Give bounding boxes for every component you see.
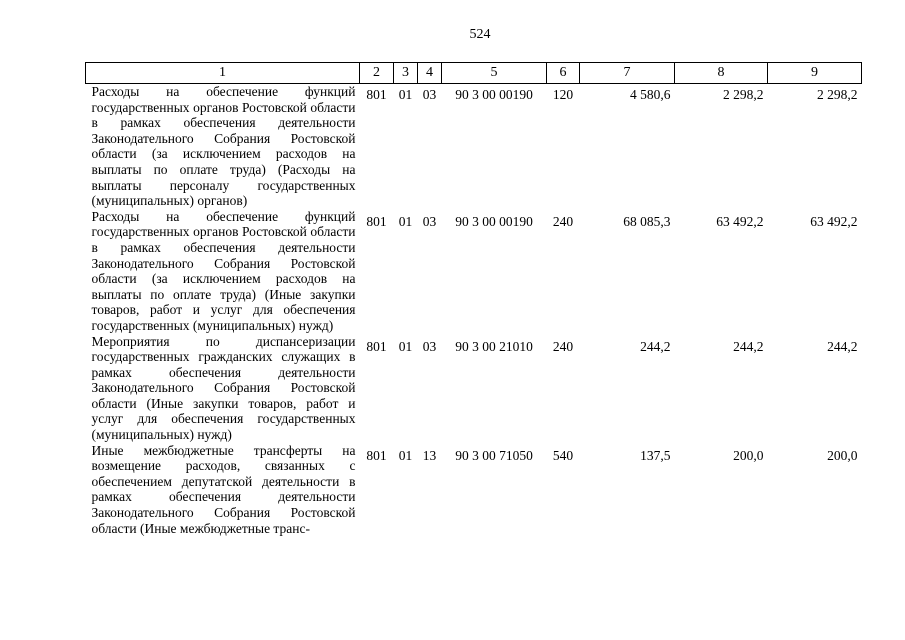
row-expense-type: 540 [552, 447, 574, 463]
table-row [86, 84, 862, 209]
table-header-row [86, 63, 862, 84]
table-row [86, 334, 862, 443]
header-col-5: 5 [442, 63, 547, 84]
row-amount-8: 244,2 [733, 338, 764, 354]
row-description: Мероприятия по диспансеризации государственных гражданских служащих в рамках обеспечения деятельности Законодательного Собрания Ростовской области (Иные закупки товаров, работ и услуг для обеспечения государственных (муниципальных) нужд) [91, 333, 356, 443]
row-expense-type: 120 [552, 87, 574, 102]
row-description: Расходы на обеспечение функций государственных органов Ростовской области в рамках обеспечения деятельности Законодательного Собрания Ростовской области (за исключением расходов на выплаты по оплате труда) (Расходы на выплаты персоналу государственных (муниципальных) органов) [91, 84, 356, 209]
row-amount-9: 244,2 [827, 338, 858, 354]
table-row [86, 209, 862, 334]
page-number: 524 [469, 27, 491, 42]
row-ministry-code: 801 [366, 87, 387, 102]
row-amount-7: 68 085,3 [623, 213, 671, 229]
row-subsection-code: 03 [422, 338, 437, 354]
header-col-7: 7 [580, 63, 675, 84]
header-col-1: 1 [86, 63, 360, 84]
header-col-4: 4 [418, 63, 442, 84]
row-target-article: 90 3 00 21010 [455, 338, 533, 354]
row-target-article: 90 3 00 00190 [455, 213, 533, 229]
row-ministry-code: 801 [366, 447, 387, 463]
row-ministry-code: 801 [366, 338, 387, 354]
row-amount-8: 200,0 [733, 447, 764, 463]
row-amount-9: 63 492,2 [810, 213, 858, 229]
header-col-2: 2 [360, 63, 394, 84]
row-target-article: 90 3 00 71050 [455, 447, 533, 463]
header-col-6: 6 [547, 63, 580, 84]
row-description: Иные межбюджетные трансферты на возмещение расходов, связанных с обеспечением депутатской деятельности в рамках обеспечения деятельности Законодательного Собрания Ростовской области (Иные межбюджетные транс- [91, 442, 356, 536]
row-amount-9: 2 298,2 [817, 87, 858, 102]
row-section-code: 01 [398, 87, 413, 102]
row-amount-8: 2 298,2 [723, 87, 764, 102]
row-subsection-code: 03 [422, 87, 437, 102]
row-section-code: 01 [398, 213, 413, 229]
header-col-8: 8 [675, 63, 768, 84]
row-expense-type: 240 [552, 213, 574, 229]
row-amount-9: 200,0 [827, 447, 858, 463]
row-amount-8: 63 492,2 [716, 213, 764, 229]
row-expense-type: 240 [552, 338, 574, 354]
row-description: Расходы на обеспечение функций государственных органов Ростовской области в рамках обеспечения деятельности Законодательного Собрания Ростовской области (за исключением расходов на выплаты по оплате труда) (Иные закупки товаров, работ и услуг для обеспечения государственных (муниципальных) нужд) [91, 208, 356, 333]
row-subsection-code: 03 [422, 213, 437, 229]
row-section-code: 01 [398, 338, 413, 354]
row-amount-7: 4 580,6 [630, 87, 671, 102]
table-row [86, 443, 862, 537]
budget-table [85, 62, 862, 536]
row-subsection-code: 13 [422, 447, 437, 463]
row-target-article: 90 3 00 00190 [455, 87, 533, 102]
row-section-code: 01 [398, 447, 413, 463]
row-amount-7: 244,2 [640, 338, 671, 354]
header-col-9: 9 [768, 63, 862, 84]
row-amount-7: 137,5 [640, 447, 671, 463]
row-ministry-code: 801 [366, 213, 387, 229]
header-col-3: 3 [394, 63, 418, 84]
